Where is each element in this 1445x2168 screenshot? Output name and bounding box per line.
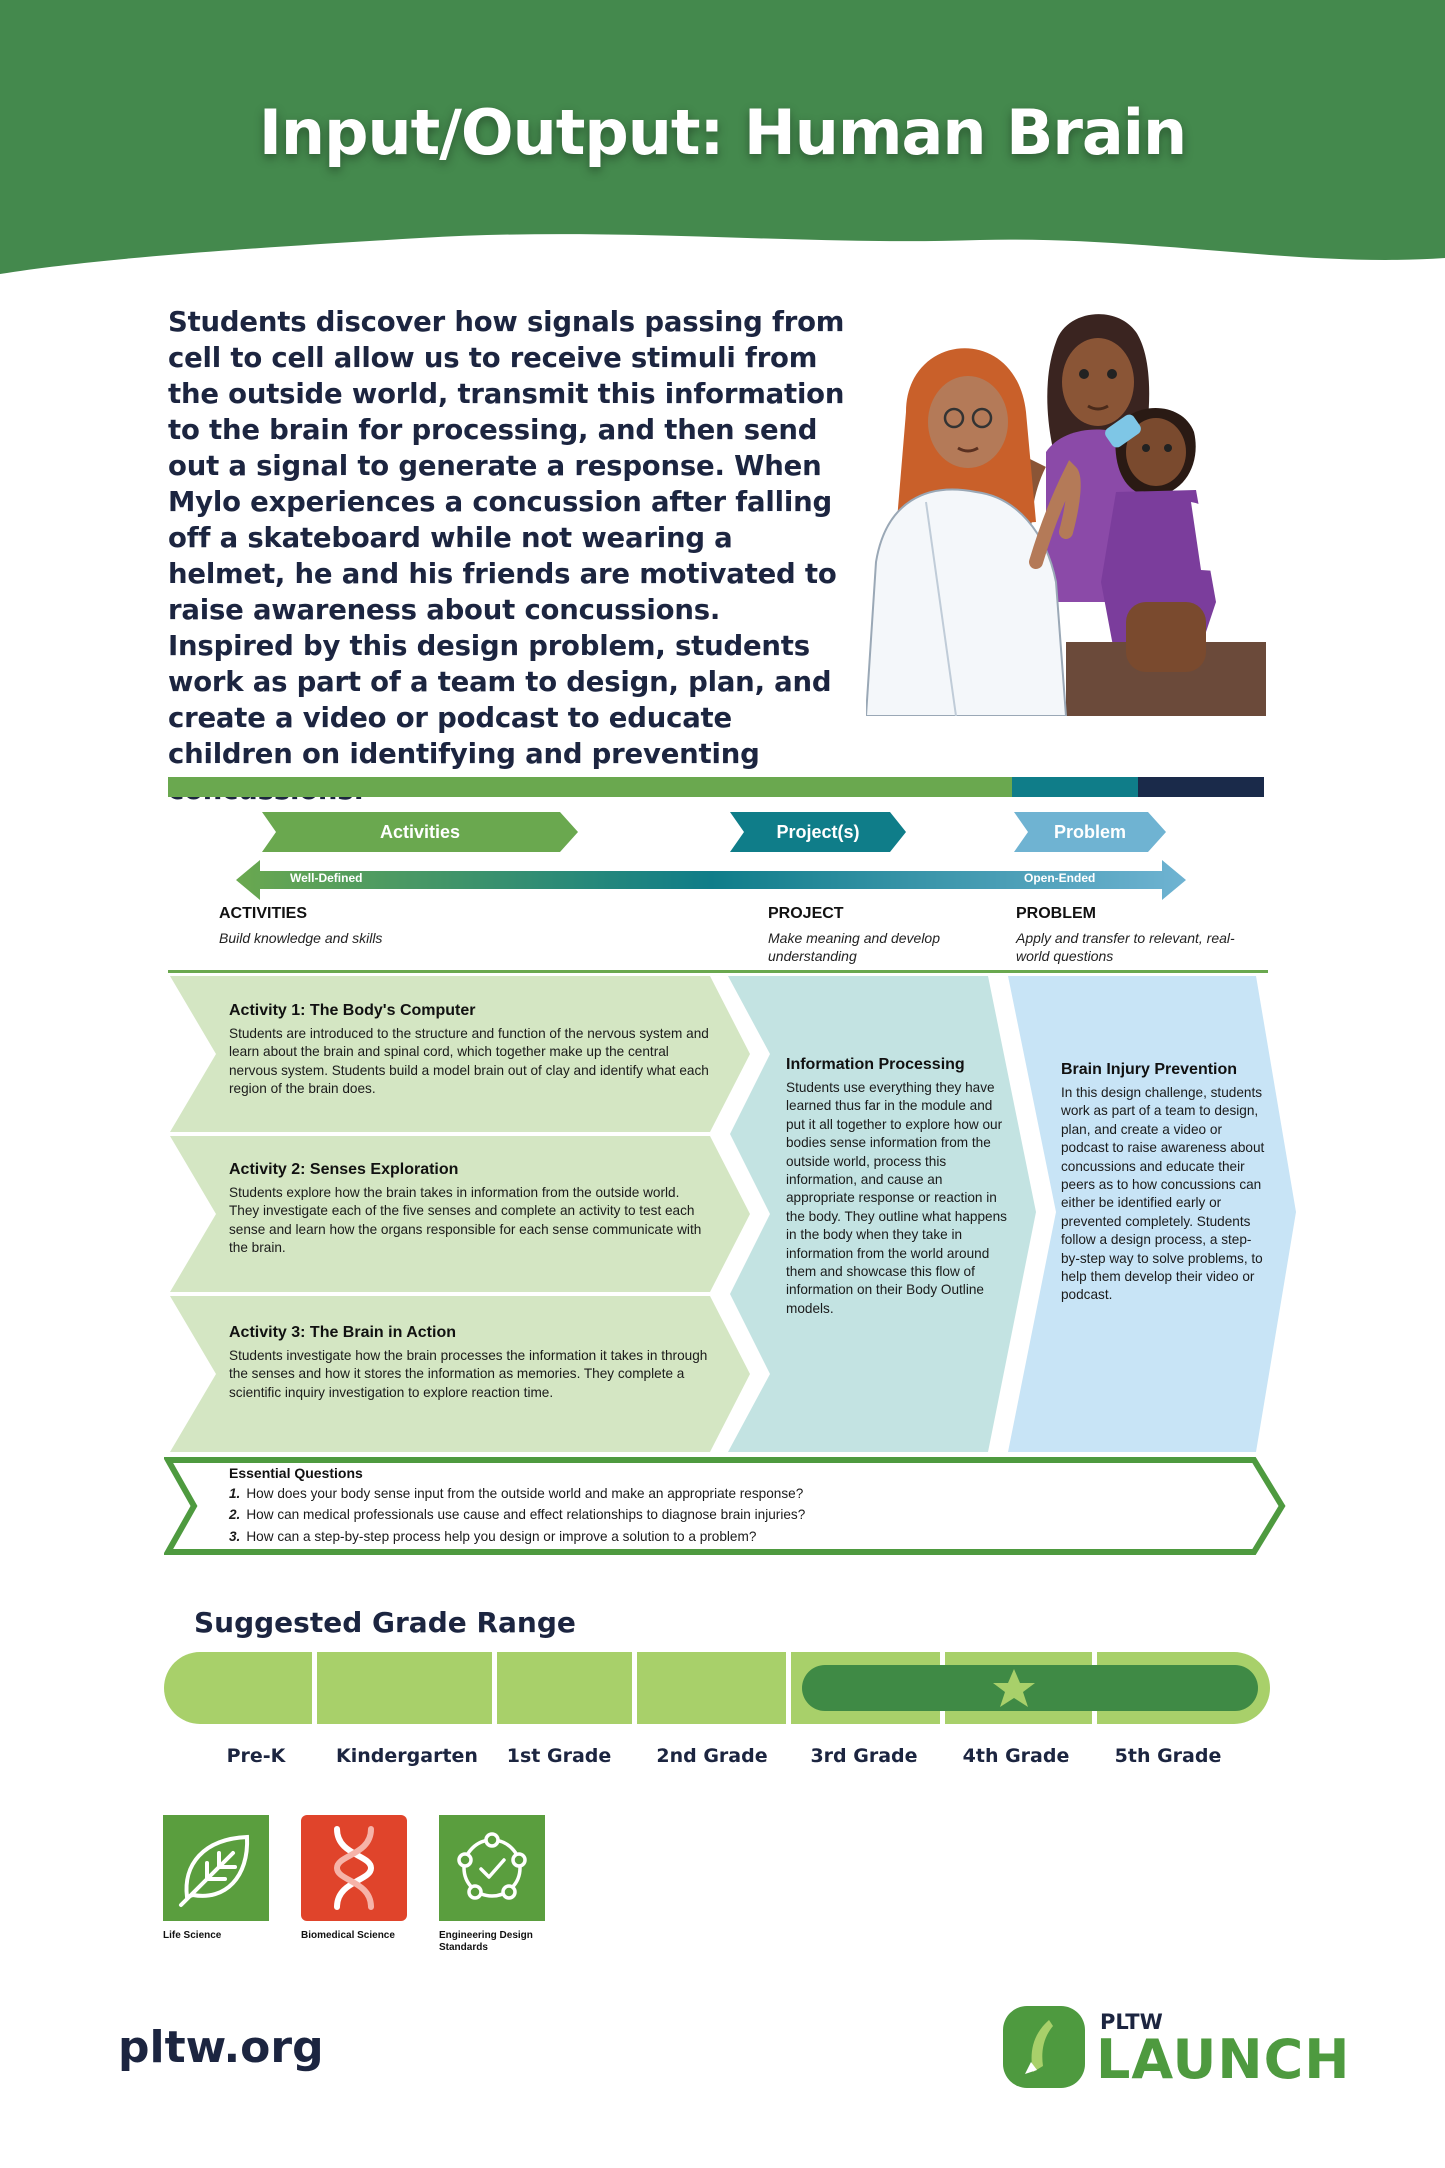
problem-desc: In this design challenge, students work as part of a team to design, plan, and create a video or podcast to raise awareness about concussions and educate their peers as to how concussions can either be identified early or prevented completely. Students follow a design process, a step-by-step way to solve problems, to help them develop their video or podcast.	[1061, 1085, 1265, 1303]
phase-heading-activities: ACTIVITIES	[219, 905, 308, 922]
grade-range-bar	[162, 1650, 1272, 1726]
chevron-projects	[730, 812, 906, 852]
brand-pltw: PLTW	[1100, 2010, 1163, 2034]
pltw-launch-logo-mark	[1003, 2006, 1085, 2088]
progress-bar-activities	[168, 777, 1012, 797]
eq-3-text: How can a step-by-step process help you design or improve a solution to a problem?	[246, 1529, 757, 1544]
project-desc: Students use everything they have learned thus far in the module and put it all together to explore how our bodies sense information from the outside world, process this information, and cause an appropriate response or reaction in the body. They outline what happens in the body when they take in information from the world around them and showcase this flow of information on their Body Outline models.	[786, 1080, 1007, 1316]
arrow-label-well-defined: Well-Defined	[290, 871, 363, 885]
eq-1-text: How does your body sense input from the outside world and make an appropriate response?	[246, 1486, 804, 1501]
doctor-patient-illustration	[866, 302, 1266, 716]
eq-3-num: 3.	[229, 1529, 241, 1544]
chevron-activities-label: Activities	[379, 822, 461, 842]
phase-heading-project: PROJECT	[768, 905, 844, 922]
activity-1-desc: Students are introduced to the structure and function of the nervous system and learn about the brain and spinal cord, which together make up the central nervous system. Students build a model brain out of clay and identify what each region of the brain does.	[229, 1026, 709, 1097]
chevron-projects-label: Project(s)	[776, 822, 860, 842]
biomedical-science-label: Biomedical Science	[301, 1930, 395, 1941]
life-science-badge	[163, 1815, 269, 1921]
site-url[interactable]: pltw.org	[118, 2022, 324, 2073]
grade-2nd: 2nd Grade	[656, 1745, 768, 1767]
engineering-design-label: Engineering Design Standards	[439, 1930, 533, 1953]
phase-heading-problem: PROBLEM	[1016, 905, 1096, 922]
life-science-label: Life Science	[163, 1930, 222, 1941]
engineering-design-badge	[439, 1815, 545, 1921]
grade-1st: 1st Grade	[506, 1745, 612, 1767]
phase-sub-problem: Apply and transfer to relevant, real-world questions	[1016, 930, 1235, 964]
page-title: Input/Output: Human Brain	[258, 96, 1187, 169]
phase-sub-project: Make meaning and develop understanding	[768, 930, 941, 964]
essential-question-2	[229, 1507, 805, 1522]
problem-title: Brain Injury Prevention	[1061, 1061, 1238, 1078]
activity-2-desc: Students explore how the brain takes in information from the outside world. They investigate each of the five senses and complete an activity to test each sense and learn how the organs responsible for each sense communicate with the brain.	[229, 1185, 702, 1256]
biomedical-science-badge	[301, 1815, 407, 1921]
grade-4th: 4th Grade	[962, 1745, 1070, 1767]
eq-2-text: How can medical professionals use cause and effect relationships to diagnose brain injuries?	[246, 1507, 806, 1522]
phase-sub-activities: Build knowledge and skills	[219, 930, 383, 946]
activity-1-title: Activity 1: The Body's Computer	[229, 1002, 476, 1019]
project-title: Information Processing	[786, 1056, 965, 1073]
activity-2-title: Activity 2: Senses Exploration	[229, 1161, 459, 1178]
brand-launch: LAUNCH	[1096, 2028, 1351, 2091]
intro-paragraph: Students discover how signals passing from cell to cell allow us to receive stimuli from the outside world, transmit this information to the brain for processing, and then send out a signal to generate a response. When Mylo experiences a concussion after falling off a skateboard while not wearing a helmet, he and his friends are motivated to raise awareness about concussions. Inspired by this design problem, students work as part of a team to design, plan, and create a video or podcast to educate children on identifying and preventing	[168, 306, 845, 770]
progress-bar-project	[1012, 777, 1138, 797]
chevron-problem	[1014, 812, 1166, 852]
grade-kindergarten: Kindergarten	[336, 1745, 478, 1767]
chevron-problem-label: Problem	[1053, 822, 1127, 842]
progress-bar-problem	[1138, 777, 1264, 797]
grade-pre-k: Pre-K	[226, 1745, 286, 1767]
grade-3rd: 3rd Grade	[810, 1745, 918, 1767]
eq-1-num: 1.	[229, 1486, 241, 1501]
eq-2-num: 2.	[229, 1507, 241, 1522]
grade-5th: 5th Grade	[1114, 1745, 1222, 1767]
phase-divider	[168, 970, 1268, 973]
activity-3-title: Activity 3: The Brain in Action	[229, 1324, 456, 1341]
chevron-activities	[262, 812, 578, 852]
essential-question-1	[229, 1486, 803, 1501]
grade-range-title: Suggested Grade Range	[194, 1606, 576, 1639]
activity-3-desc: Students investigate how the brain processes the information it takes in through the senses and how it stores the information as memories. They complete a scientific inquiry investigation to explore reaction time.	[229, 1348, 708, 1400]
essential-questions-title: Essential Questions	[229, 1465, 363, 1481]
essential-question-3	[229, 1529, 756, 1544]
arrow-label-open-ended: Open-Ended	[1024, 871, 1096, 885]
